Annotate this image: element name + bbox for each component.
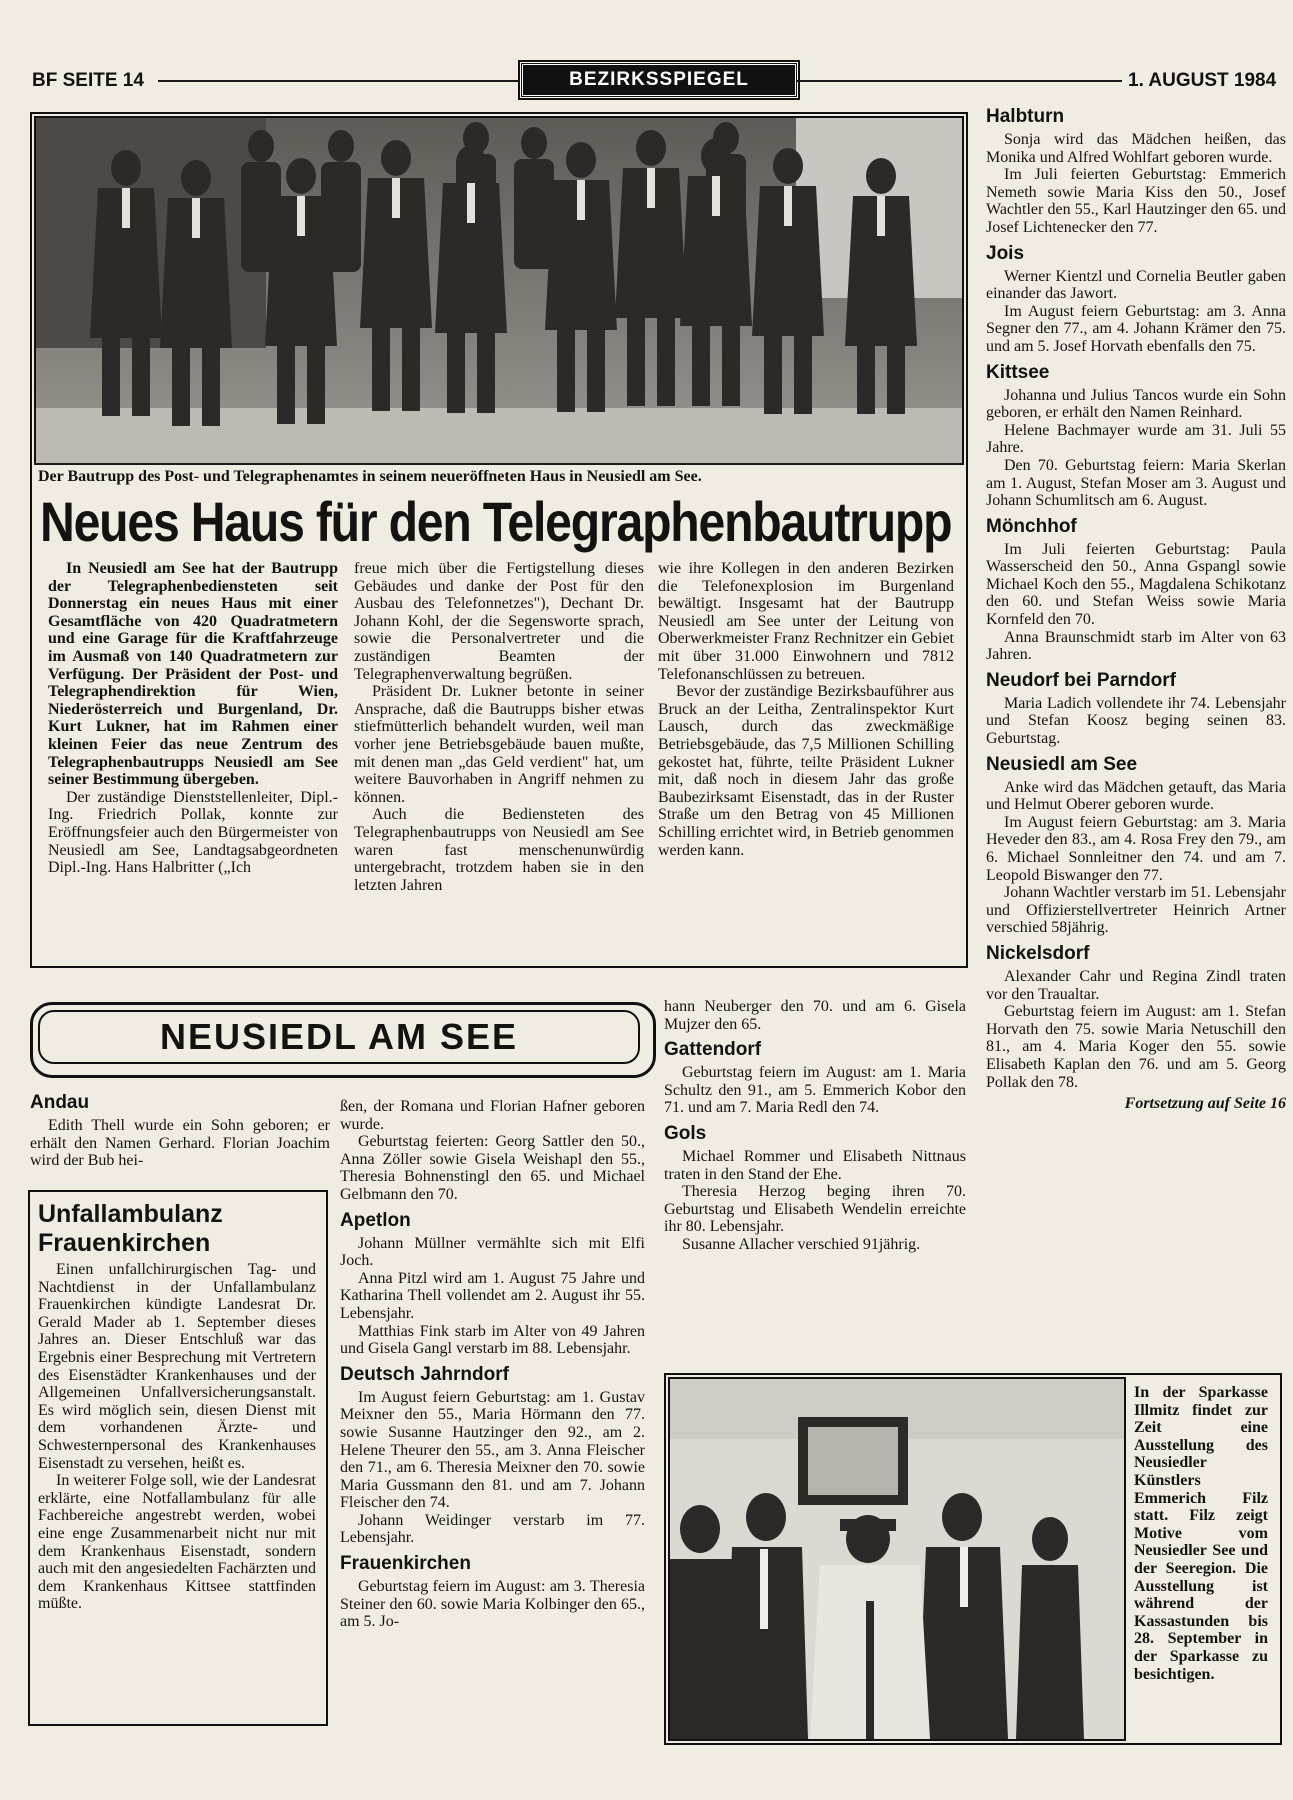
right-column-news <box>986 106 1286 1113</box>
column-b <box>340 1098 645 1631</box>
news-item: Anke wird das Mädchen getauft, das Maria und Helmut Oberer geboren wurde. <box>986 778 1286 814</box>
news-item: Anna Pitzl wird am 1. August 75 Jahre und Katharina Thell vollendet am 2. August ihr 55. Lebensjahr. <box>340 1269 645 1322</box>
article-paragraph: freue mich über die Fertigstellung dieses Gebäudes und danke der Post für den Ausbau des Telefonnetzes"), Dechant Dr. Johann Kohl, der die Segensworte sprach, sowie die Personalvertreter und die zuständigen Beamten der Telegraphenverwaltung begrüßen. <box>354 560 644 683</box>
news-item: Johanna und Julius Tancos wurde ein Sohn geboren, er erhält den Namen Reinhard. <box>986 386 1286 422</box>
news-item: Im Juli feierten Geburtstag: Paula Wasserscheid den 50., Anna Gspangl sowie Michael Koch den 55., Magdalena Schikotanz den 60. und Stefan Weiss sowie Maria Kornfeld den 70. <box>986 540 1286 629</box>
news-item: Werner Kientzl und Cornelia Beutler gaben einander das Jawort. <box>986 267 1286 303</box>
article-column-3 <box>658 560 954 859</box>
town-heading: Gols <box>664 1122 707 1144</box>
box-paragraph: In weiterer Folge soll, wie der Landesrat erklärte, eine Notfallambulanz für alle Fachbereiche angestrebt werden, wobei eine enge Zusammenarbeit nicht nur mit dem Krankenhaus Eisenstadt, sondern auch mit den angesiedelten Fachärzten und dem Krankenhaus Kittsee stattfinden müßte. <box>38 1472 316 1613</box>
article-paragraph: Auch die Bediensteten des Telegraphenbautrupps von Neusiedl am See waren fast menschenunwürdig untergebracht, trotzdem haben sie in den letzten Jahren <box>354 806 644 894</box>
article-column-2 <box>354 560 644 894</box>
news-item: Den 70. Geburtstag feiern: Maria Skerlan am 1. August, Stefan Moser am 3. August und Johann Schumlitsch am 6. August. <box>986 456 1286 510</box>
box-title-line-1: Unfallambulanz <box>38 1200 223 1228</box>
article-paragraph: Bevor der zuständige Bezirksbauführer aus Bruck an der Leitha, Zentralinspektor Kurt Lausch, durch das zweckmäßige Betriebsgebäude, das 7,5 Millionen Schilling gekostet hat, führte, teilte Präsident Lukner mit, daß noch in diesem Jahr das große Baubezirksamt Eisenstadt, das in der Ruster Straße um den Betrag von 45 Millionen Schilling errichtet wird, in Betrieb genommen werden kann. <box>658 683 954 859</box>
news-item: Im August feiern Geburtstag: am 1. Gustav Meixner den 55., Maria Hörmann den 77. sowie Susanne Hautzinger den 92., am 2. Helene Theurer den 55., am 3. Anna Fleischer den 71., am 6. Theresia Meixner den 70. sowie Maria Gussmann den 81. und am 7. Johann Fleischer den 74. <box>340 1388 645 1512</box>
page-number: BF SEITE 14 <box>32 70 144 91</box>
town-heading: Frauenkirchen <box>340 1553 471 1575</box>
article-paragraph: Präsident Dr. Lukner betonte in seiner Ansprache, daß die Bautrupps bisher etwas stiefmütterlich behandelt wurden, weil man vorher jene Betriebsgebäude bauen mußte, mit denen man „das Geld verdient" hat, um weitere Bauvorhaben in Angriff nehmen zu können. <box>354 683 644 806</box>
section-label: BEZIRKSSPIEGEL <box>520 62 798 98</box>
news-item: Susanne Allacher verschied 91jährig. <box>682 1235 921 1253</box>
photo-caption-rule <box>34 463 960 465</box>
news-item: Alexander Cahr und Regina Zindl traten vor den Traualtar. <box>986 967 1286 1003</box>
accident-ambulance-text <box>38 1200 316 1613</box>
issue-date: 1. AUGUST 1984 <box>1128 70 1277 91</box>
town-heading: Gattendorf <box>664 1039 762 1061</box>
section-banner-title: NEUSIEDL AM SEE <box>38 1010 640 1064</box>
continued-note: Fortsetzung auf Seite 16 <box>1124 1095 1286 1113</box>
news-item: Matthias Fink starb im Alter von 49 Jahren und Gisela Gangl verstarb im 88. Lebensjahr. <box>340 1322 645 1358</box>
news-item: Johann Müllner vermählte sich mit Elfi Joch. <box>340 1234 645 1270</box>
news-item: Im Juli feierten Geburtstag: Emmerich Nemeth sowie Maria Kiss den 50., Josef Wachtler den 55., Karl Hautzinger den 65. und Josef Lichtenecker den 77. <box>986 166 1286 236</box>
news-item: Johann Weidinger verstarb im 77. Lebensjahr. <box>340 1511 645 1547</box>
news-item: Anna Braunschmidt starb im Alter von 63 Jahren. <box>986 628 1286 664</box>
news-item: Geburtstag feiern im August: am 1. Stefan Horvath den 75. sowie Maria Netuschill den 81., am 4. Maria Koger den 55. sowie Elisabeth Kaplan den 76. und am 5. Georg Pollak den 78. <box>986 1003 1286 1091</box>
photo-caption: Der Bautrupp des Post- und Telegraphenamtes in seinem neueröffneten Haus in Neusiedl am See. <box>38 468 702 485</box>
town-heading: Halbturn <box>986 106 1065 127</box>
town-heading: Neusiedl am See <box>986 753 1138 775</box>
article-column-1 <box>48 560 338 877</box>
news-item: Helene Bachmayer wurde am 31. Juli 55 Jahre. <box>986 421 1286 457</box>
headline: Neues Haus für den Telegraphenbautrupp <box>40 490 952 553</box>
header-rule-left <box>158 80 518 82</box>
town-heading: Apetlon <box>340 1209 411 1231</box>
news-item: Geburtstag feierten: Georg Sattler den 50., Anna Zöller sowie Gisela Weishapl den 55., Theresia Bohnenstingl den 65. und Michael Gelbmann den 70. <box>340 1133 645 1203</box>
group-photo-illustration <box>36 118 962 463</box>
box-title-line-2: Frauenkirchen <box>38 1229 211 1257</box>
town-heading: Deutsch Jahrndorf <box>340 1363 509 1385</box>
news-item: Im August feiern Geburtstag: am 3. Anna Segner den 77., am 4. Johann Krämer den 75. und am 5. Josef Horvath ebenfalls den 75. <box>986 302 1286 355</box>
news-item: ßen, der Romana und Florian Hafner geboren wurde. <box>340 1098 645 1133</box>
town-heading: Nickelsdorf <box>986 942 1090 964</box>
town-heading: Andau <box>30 1092 90 1113</box>
town-heading: Mönchhof <box>986 515 1077 537</box>
news-item: Geburtstag feiern im August: am 3. Theresia Steiner den 60. sowie Maria Kolbinger den 65., am 5. Jo- <box>340 1578 645 1631</box>
column-c <box>664 998 966 1254</box>
article-lead: In Neusiedl am See hat der Bautrupp der Telegraphenbediensteten seit Donnerstag ein neues Haus mit einer Gesamtfläche von 420 Quadratmetern und eine Garage für die Kraftfahrzeuge im Ausmaß von 140 Quadratmetern zur Verfügung. Der Präsident der Post- und Telegraphendirektion für Wien, Niederösterreich und Burgenland, Dr. Kurt Lukner, hat im Rahmen einer kleinen Feier das neue Zentrum des Telegraphenbautrupps Neusiedl am See seiner Bestimmung übergeben. <box>48 560 338 789</box>
news-item: Edith Thell wurde ein Sohn geboren; er erhält den Namen Gerhard. Florian Joachim wird der Bub hei- <box>30 1117 330 1170</box>
news-item: Michael Rommer und Elisabeth Nittnaus traten in den Stand der Ehe. <box>664 1147 966 1183</box>
column-a <box>30 1092 330 1170</box>
town-heading: Kittsee <box>986 361 1050 383</box>
exhibition-photo <box>668 1377 1126 1741</box>
article-paragraph: wie ihre Kollegen in den anderen Bezirken die Telefonexplosion im Burgenland bewältigt. Insgesamt hat der Bautrupp Neusiedl am See unter der Leitung von Oberwerkmeister Franz Rechnitzer ein Gebiet mit über 31.000 Einwohnern und 7812 Telefonanschlüssen zu betreuen. <box>658 560 954 683</box>
news-item: Maria Ladich vollendete ihr 74. Lebensjahr und Stefan Koosz beging seinen 83. Geburtstag. <box>986 694 1286 748</box>
article-paragraph: Der zuständige Dienststellenleiter, Dipl.-Ing. Friedrich Pollak, konnte zur Eröffnungsfeier auch den Bürgermeister von Neusiedl am See, Landtagsabgeordneten Dipl.-Ing. Hans Halbritter („Ich <box>48 788 338 877</box>
news-item: Im August feiern Geburtstag: am 3. Maria Heveder den 83., am 4. Rosa Frey den 79., am 6. Michael Sonnleitner den 74. und am 7. Leopold Biswanger den 77. <box>986 813 1286 884</box>
header-rule-right <box>796 80 1122 82</box>
box-paragraph: Einen unfallchirurgischen Tag- und Nachtdienst in der Unfallambulanz Frauenkirchen kündigte Landesrat Dr. Gerald Mader ab 1. September dieses Jahres an. Dieser Entschluß war das Ergebnis einer Besprechung mit Vertretern des Eisenstädter Krankenhauses und der Allgemeinen Unfallversicherungsanstalt. Es wird möglich sein, diesen Dienst mit dem vorhandenen Ärzte- und Schwesternpersonal des Krankenhauses Eisenstadt zu versehen, heißt es. <box>38 1261 316 1472</box>
exhibition-caption: In der Sparkasse Illmitz findet zur Zeit eine Ausstellung des Neusiedler Künstlers Emmerich Filz statt. Filz zeigt Motive vom Neusiedler See und der Seeregion. Die Ausstellung ist während der Kassastunden bis 28. September in der Sparkasse zu besichtigen. <box>1134 1384 1268 1683</box>
town-heading: Jois <box>986 242 1025 264</box>
town-heading: Neudorf bei Parndorf <box>986 669 1177 691</box>
group-photo <box>34 116 964 465</box>
exhibition-photo-illustration <box>670 1379 1124 1739</box>
news-item: Geburtstag feiern im August: am 1. Maria Schultz den 91., am 5. Emmerich Kobor den 71. und am 7. Maria Redl den 74. <box>664 1064 966 1117</box>
news-item: Theresia Herzog beging ihren 70. Geburtstag und Elisabeth Wendelin erreichte ihr 80. Lebensjahr. <box>664 1183 966 1236</box>
news-item: Sonja wird das Mädchen heißen, das Monika und Alfred Wohlfart geboren wurde. <box>986 131 1286 166</box>
news-item: Johann Wachtler verstarb im 51. Lebensjahr und Offizierstellvertreter Heinrich Artner verschied 58jährig. <box>986 884 1286 937</box>
news-item: hann Neuberger den 70. und am 6. Gisela Mujzer den 65. <box>664 998 966 1033</box>
